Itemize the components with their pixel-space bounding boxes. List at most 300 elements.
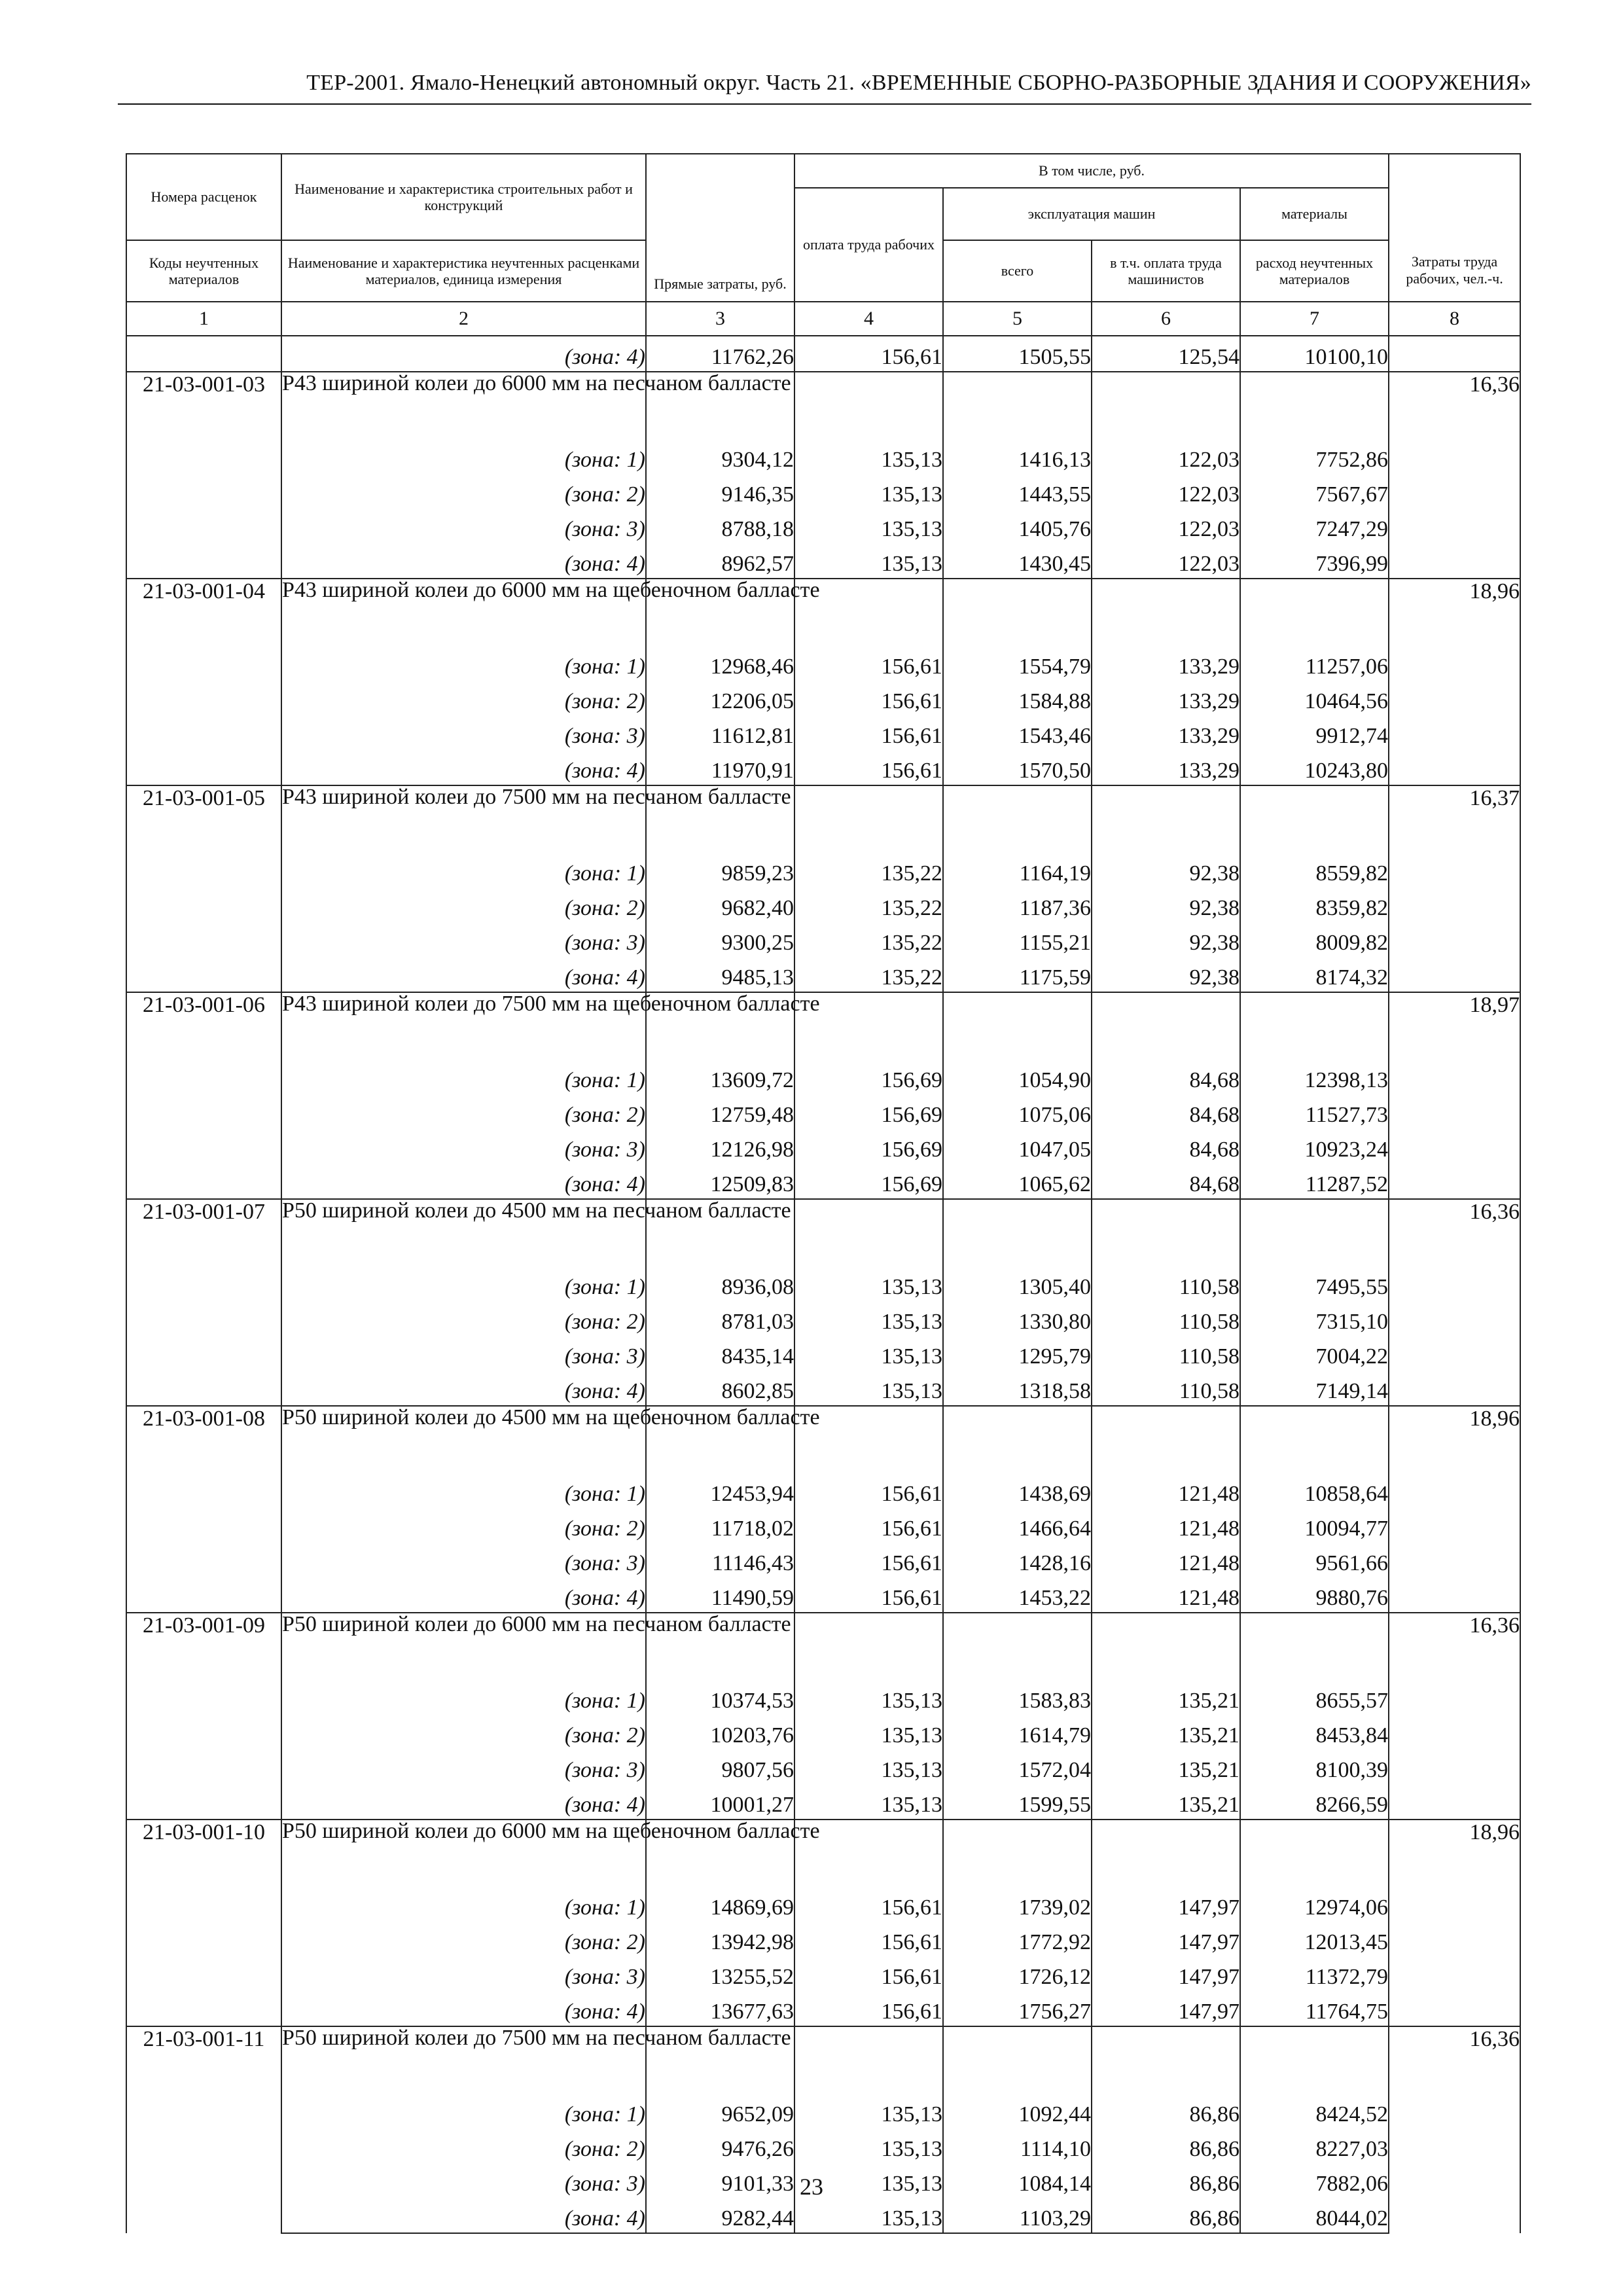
machines-total-value: 1505,55 (943, 336, 1092, 372)
rate-description: Р43 шириной колеи до 6000 мм на песчаном балласте (281, 372, 646, 439)
empty-cell (943, 2026, 1092, 2094)
empty-cell (1092, 579, 1240, 646)
materials-value: 8174,32 (1240, 957, 1389, 992)
rate-group (126, 1199, 1520, 1406)
table-row (126, 922, 1520, 957)
materials-value: 10858,64 (1240, 1473, 1389, 1508)
wages-value: 156,69 (794, 1129, 943, 1164)
empty-cell (794, 1613, 943, 1680)
table-row (126, 1508, 1520, 1543)
empty-cell (943, 372, 1092, 439)
materials-value: 8266,59 (1240, 1784, 1389, 1820)
table-row (126, 1129, 1520, 1164)
materials-value: 8009,82 (1240, 922, 1389, 957)
table-row (126, 474, 1520, 509)
rate-group (126, 579, 1520, 785)
empty-cell (1092, 785, 1240, 853)
labor-value: 16,36 (1389, 1613, 1520, 1820)
machines-total-value: 1583,83 (943, 1680, 1092, 1715)
direct-costs-value: 8435,14 (646, 1336, 794, 1371)
machines-total-value: 1756,27 (943, 1991, 1092, 2026)
direct-costs-value: 9652,09 (646, 2094, 794, 2128)
zone-label: (зона: 1) (281, 1680, 646, 1715)
machines-total-value: 1570,50 (943, 750, 1092, 785)
wages-value: 156,69 (794, 1060, 943, 1094)
zone-label: (зона: 3) (281, 509, 646, 543)
col-direct-costs: Прямые затраты, руб. (646, 154, 794, 302)
materials-value: 10100,10 (1240, 336, 1389, 372)
machines-wages-value: 86,86 (1092, 2198, 1240, 2233)
empty-cell (943, 992, 1092, 1060)
machines-total-value: 1584,88 (943, 681, 1092, 715)
rate-code: 21-03-001-09 (126, 1613, 281, 1820)
wages-value: 156,61 (794, 1991, 943, 2026)
wages-value: 135,22 (794, 853, 943, 888)
empty-cell (943, 785, 1092, 853)
wages-value: 156,61 (794, 1577, 943, 1613)
rate-code: 21-03-001-06 (126, 992, 281, 1199)
machines-wages-value: 122,03 (1092, 439, 1240, 474)
zone-label: (зона: 2) (281, 1715, 646, 1749)
materials-value: 8044,02 (1240, 2198, 1389, 2233)
table-row (126, 646, 1520, 681)
wages-value: 135,13 (794, 509, 943, 543)
col-materials-unaccounted: расход неучтенных материалов (1240, 240, 1389, 302)
materials-value: 8559,82 (1240, 853, 1389, 888)
labor-value: 18,96 (1389, 579, 1520, 785)
wages-value: 135,13 (794, 1680, 943, 1715)
table-row (126, 439, 1520, 474)
col-number: 4 (794, 302, 943, 336)
wages-value: 135,13 (794, 1715, 943, 1749)
col-machines-total: всего (943, 240, 1092, 302)
zone-label: (зона: 1) (281, 646, 646, 681)
table-row (126, 1784, 1520, 1820)
direct-costs-value: 13677,63 (646, 1991, 794, 2026)
machines-total-value: 1155,21 (943, 922, 1092, 957)
materials-value: 8227,03 (1240, 2128, 1389, 2163)
machines-wages-value: 86,86 (1092, 2094, 1240, 2128)
rate-description: Р43 шириной колеи до 7500 мм на щебеночном балласте (281, 992, 646, 1060)
zone-label: (зона: 2) (281, 1508, 646, 1543)
zone-label: (зона: 4) (281, 1784, 646, 1820)
machines-total-value: 1084,14 (943, 2163, 1092, 2198)
machines-total-value: 1175,59 (943, 957, 1092, 992)
wages-value: 135,22 (794, 922, 943, 957)
machines-wages-value: 86,86 (1092, 2163, 1240, 2198)
direct-costs-value: 12206,05 (646, 681, 794, 715)
materials-value: 12974,06 (1240, 1887, 1389, 1922)
machines-total-value: 1599,55 (943, 1784, 1092, 1820)
rate-description: Р50 шириной колеи до 4500 мм на песчаном балласте (281, 1199, 646, 1266)
materials-value: 8453,84 (1240, 1715, 1389, 1749)
wages-value: 135,13 (794, 2128, 943, 2163)
materials-value: 8359,82 (1240, 888, 1389, 922)
table-row (126, 1473, 1520, 1508)
materials-value: 12013,45 (1240, 1922, 1389, 1956)
machines-total-value: 1318,58 (943, 1371, 1092, 1406)
table-row (126, 992, 1520, 1060)
materials-value: 10923,24 (1240, 1129, 1389, 1164)
direct-costs-value: 11146,43 (646, 1543, 794, 1577)
table-row (126, 1094, 1520, 1129)
machines-wages-value: 147,97 (1092, 1956, 1240, 1991)
machines-wages-value: 133,29 (1092, 750, 1240, 785)
direct-costs-value: 9304,12 (646, 439, 794, 474)
wages-value: 135,13 (794, 543, 943, 579)
materials-value: 9912,74 (1240, 715, 1389, 750)
machines-wages-value: 92,38 (1092, 957, 1240, 992)
machines-total-value: 1092,44 (943, 2094, 1092, 2128)
zone-label: (зона: 3) (281, 1129, 646, 1164)
zone-label: (зона: 4) (281, 1371, 646, 1406)
direct-costs-value: 10001,27 (646, 1784, 794, 1820)
machines-wages-value: 110,58 (1092, 1371, 1240, 1406)
wages-value: 156,61 (794, 1922, 943, 1956)
col-rate-numbers: Номера расценок (126, 154, 281, 240)
zone-label: (зона: 1) (281, 1060, 646, 1094)
machines-wages-value: 147,97 (1092, 1887, 1240, 1922)
empty-cell (794, 2026, 943, 2094)
materials-value: 7247,29 (1240, 509, 1389, 543)
table-row (126, 1301, 1520, 1336)
table-row (126, 1164, 1520, 1199)
table-row (126, 2094, 1520, 2128)
machines-total-value: 1614,79 (943, 1715, 1092, 1749)
machines-wages-value: 122,03 (1092, 474, 1240, 509)
rate-code: 21-03-001-05 (126, 785, 281, 992)
table-row (126, 1060, 1520, 1094)
rate-group (126, 372, 1520, 579)
direct-costs-value: 13255,52 (646, 1956, 794, 1991)
page-header: ТЕР-2001. Ямало-Ненецкий автономный округ. Часть 21. «ВРЕМЕННЫЕ СБОРНО-РАЗБОРНЫЕ ЗДАНИЯ И СООРУЖЕНИЯ» (306, 71, 1531, 95)
rate-group (126, 1613, 1520, 1820)
labor-value: 16,36 (1389, 2026, 1520, 2233)
direct-costs-value: 9682,40 (646, 888, 794, 922)
machines-wages-value: 86,86 (1092, 2128, 1240, 2163)
table-row (126, 715, 1520, 750)
rate-code: 21-03-001-11 (126, 2026, 281, 2233)
wages-value: 135,22 (794, 888, 943, 922)
wages-value: 135,13 (794, 1784, 943, 1820)
zone-label: (зона: 4) (281, 1991, 646, 2026)
empty-cell (1240, 992, 1389, 1060)
empty-cell (1092, 1820, 1240, 1887)
machines-wages-value: 135,21 (1092, 1715, 1240, 1749)
col-number: 5 (943, 302, 1092, 336)
rate-code: 21-03-001-04 (126, 579, 281, 785)
rate-code: 21-03-001-10 (126, 1820, 281, 2026)
machines-wages-value: 133,29 (1092, 646, 1240, 681)
col-wages: оплата труда рабочих (794, 188, 943, 302)
machines-total-value: 1075,06 (943, 1094, 1092, 1129)
col-number: 8 (1389, 302, 1520, 336)
empty-cell (943, 579, 1092, 646)
labor-value: 18,97 (1389, 992, 1520, 1199)
machines-wages-value: 110,58 (1092, 1266, 1240, 1301)
direct-costs-value: 11490,59 (646, 1577, 794, 1613)
wages-value: 135,13 (794, 2198, 943, 2233)
materials-value: 7882,06 (1240, 2163, 1389, 2198)
zone-label: (зона: 4) (281, 1164, 646, 1199)
wages-value: 135,13 (794, 1266, 943, 1301)
machines-total-value: 1187,36 (943, 888, 1092, 922)
empty-cell (1092, 1613, 1240, 1680)
table-row (126, 1199, 1520, 1266)
machines-total-value: 1065,62 (943, 1164, 1092, 1199)
empty-cell (1240, 1199, 1389, 1266)
machines-total-value: 1305,40 (943, 1266, 1092, 1301)
table-row (126, 750, 1520, 785)
empty-cell (1092, 2026, 1240, 2094)
table-row (126, 888, 1520, 922)
machines-total-value: 1330,80 (943, 1301, 1092, 1336)
machines-total-value: 1114,10 (943, 2128, 1092, 2163)
materials-value: 8655,57 (1240, 1680, 1389, 1715)
rate-group (126, 1406, 1520, 1613)
direct-costs-value: 9859,23 (646, 853, 794, 888)
machines-total-value: 1428,16 (943, 1543, 1092, 1577)
rate-description: Р50 шириной колеи до 6000 мм на песчаном балласте (281, 1613, 646, 1680)
table-row (126, 2128, 1520, 2163)
machines-wages-value: 147,97 (1092, 1991, 1240, 2026)
table-row (126, 2026, 1520, 2094)
machines-wages-value: 121,48 (1092, 1543, 1240, 1577)
labor-value: 18,96 (1389, 1820, 1520, 2026)
empty-cell (1240, 579, 1389, 646)
rate-group (126, 1820, 1520, 2026)
empty-cell (1240, 1613, 1389, 1680)
materials-value: 11372,79 (1240, 1956, 1389, 1991)
machines-wages-value: 110,58 (1092, 1336, 1240, 1371)
table-row (126, 957, 1520, 992)
empty-cell (943, 1406, 1092, 1473)
machines-wages-value: 133,29 (1092, 681, 1240, 715)
zone-label: (зона: 4) (281, 336, 646, 372)
machines-wages-value: 135,21 (1092, 1680, 1240, 1715)
zone-label: (зона: 3) (281, 1749, 646, 1784)
table-row (126, 2198, 1520, 2233)
direct-costs-value: 11970,91 (646, 750, 794, 785)
rate-group (126, 785, 1520, 992)
machines-total-value: 1543,46 (943, 715, 1092, 750)
carry-over-group (126, 336, 1520, 372)
col-machines-wages: в т.ч. оплата труда машинистов (1092, 240, 1240, 302)
table-row (126, 681, 1520, 715)
wages-value: 156,61 (794, 1473, 943, 1508)
empty-cell (1240, 1820, 1389, 1887)
zone-label: (зона: 3) (281, 1336, 646, 1371)
machines-total-value: 1554,79 (943, 646, 1092, 681)
materials-value: 11764,75 (1240, 1991, 1389, 2026)
machines-wages-value: 135,21 (1092, 1749, 1240, 1784)
zone-label: (зона: 4) (281, 2198, 646, 2233)
wages-value: 156,61 (794, 336, 943, 372)
machines-total-value: 1739,02 (943, 1887, 1092, 1922)
empty-cell (1092, 992, 1240, 1060)
machines-total-value: 1772,92 (943, 1922, 1092, 1956)
empty-cell (794, 372, 943, 439)
empty-cell (1240, 785, 1389, 853)
table-row (126, 1613, 1520, 1680)
col-number: 7 (1240, 302, 1389, 336)
machines-total-value: 1438,69 (943, 1473, 1092, 1508)
materials-value: 7495,55 (1240, 1266, 1389, 1301)
machines-wages-value: 133,29 (1092, 715, 1240, 750)
labor-value: 16,36 (1389, 1199, 1520, 1406)
code-cell (126, 336, 281, 372)
machines-wages-value: 125,54 (1092, 336, 1240, 372)
empty-cell (794, 1199, 943, 1266)
rate-group (126, 992, 1520, 1199)
machines-wages-value: 121,48 (1092, 1577, 1240, 1613)
direct-costs-value: 9146,35 (646, 474, 794, 509)
machines-wages-value: 135,21 (1092, 1784, 1240, 1820)
rate-code: 21-03-001-08 (126, 1406, 281, 1613)
zone-label: (зона: 3) (281, 1543, 646, 1577)
zone-label: (зона: 3) (281, 922, 646, 957)
table-row (126, 1680, 1520, 1715)
direct-costs-value: 10203,76 (646, 1715, 794, 1749)
materials-value: 10243,80 (1240, 750, 1389, 785)
direct-costs-value: 8781,03 (646, 1301, 794, 1336)
page-number: 23 (800, 2174, 823, 2200)
zone-label: (зона: 1) (281, 1473, 646, 1508)
direct-costs-value: 11612,81 (646, 715, 794, 750)
zone-label: (зона: 3) (281, 715, 646, 750)
rate-description: Р50 шириной колеи до 4500 мм на щебеночном балласте (281, 1406, 646, 1473)
zone-label: (зона: 3) (281, 2163, 646, 2198)
direct-costs-value: 12126,98 (646, 1129, 794, 1164)
direct-costs-value: 12968,46 (646, 646, 794, 681)
machines-total-value: 1054,90 (943, 1060, 1092, 1094)
rate-description: Р43 шириной колеи до 6000 мм на щебеночном балласте (281, 579, 646, 646)
direct-costs-value: 13609,72 (646, 1060, 794, 1094)
direct-costs-value: 14869,69 (646, 1887, 794, 1922)
labor-value: 16,36 (1389, 372, 1520, 579)
direct-costs-value: 8602,85 (646, 1371, 794, 1406)
materials-value: 7752,86 (1240, 439, 1389, 474)
labor-value: 16,37 (1389, 785, 1520, 992)
direct-costs-value: 10374,53 (646, 1680, 794, 1715)
header-rule (118, 103, 1531, 105)
table-row (126, 1715, 1520, 1749)
zone-label: (зона: 1) (281, 2094, 646, 2128)
zone-label: (зона: 2) (281, 1922, 646, 1956)
materials-value: 9880,76 (1240, 1577, 1389, 1613)
table-row (126, 509, 1520, 543)
col-number: 3 (646, 302, 794, 336)
machines-wages-value: 84,68 (1092, 1060, 1240, 1094)
col-materials: материалы (1240, 188, 1389, 240)
machines-wages-value: 110,58 (1092, 1301, 1240, 1336)
wages-value: 156,69 (794, 1094, 943, 1129)
table-row (126, 1922, 1520, 1956)
wages-value: 156,61 (794, 1956, 943, 1991)
materials-value: 11257,06 (1240, 646, 1389, 681)
empty-cell (1092, 1406, 1240, 1473)
materials-value: 12398,13 (1240, 1060, 1389, 1094)
direct-costs-value: 9807,56 (646, 1749, 794, 1784)
zone-label: (зона: 1) (281, 853, 646, 888)
materials-value: 9561,66 (1240, 1543, 1389, 1577)
materials-value: 10094,77 (1240, 1508, 1389, 1543)
rate-description: Р50 шириной колеи до 7500 мм на песчаном балласте (281, 2026, 646, 2094)
direct-costs-value: 12759,48 (646, 1094, 794, 1129)
table-row (126, 336, 1520, 372)
materials-value: 11527,73 (1240, 1094, 1389, 1129)
direct-costs-value: 8962,57 (646, 543, 794, 579)
col-number: 2 (281, 302, 646, 336)
table-row (126, 1266, 1520, 1301)
materials-value: 8424,52 (1240, 2094, 1389, 2128)
wages-value: 135,13 (794, 1749, 943, 1784)
empty-cell (943, 1613, 1092, 1680)
wages-value: 156,61 (794, 1508, 943, 1543)
table-header (126, 154, 1520, 336)
machines-wages-value: 122,03 (1092, 509, 1240, 543)
materials-value: 7396,99 (1240, 543, 1389, 579)
machines-total-value: 1572,04 (943, 1749, 1092, 1784)
table-row (126, 372, 1520, 439)
machines-wages-value: 84,68 (1092, 1094, 1240, 1129)
machines-wages-value: 92,38 (1092, 922, 1240, 957)
table-row (126, 1991, 1520, 2026)
rate-code: 21-03-001-07 (126, 1199, 281, 1406)
machines-total-value: 1416,13 (943, 439, 1092, 474)
table-row (126, 1887, 1520, 1922)
table-row (126, 1956, 1520, 1991)
table-row (126, 1820, 1520, 1887)
machines-total-value: 1466,64 (943, 1508, 1092, 1543)
machines-wages-value: 84,68 (1092, 1129, 1240, 1164)
column-numbers-row (126, 302, 1520, 336)
materials-value: 10464,56 (1240, 681, 1389, 715)
zone-label: (зона: 4) (281, 957, 646, 992)
wages-value: 135,13 (794, 2094, 943, 2128)
table-row (126, 1577, 1520, 1613)
machines-total-value: 1164,19 (943, 853, 1092, 888)
machines-total-value: 1443,55 (943, 474, 1092, 509)
wages-value: 135,13 (794, 439, 943, 474)
rate-code: 21-03-001-03 (126, 372, 281, 579)
materials-value: 7315,10 (1240, 1301, 1389, 1336)
direct-costs-value: 11718,02 (646, 1508, 794, 1543)
machines-total-value: 1405,76 (943, 509, 1092, 543)
table-row (126, 1543, 1520, 1577)
machines-wages-value: 121,48 (1092, 1473, 1240, 1508)
empty-cell (1240, 372, 1389, 439)
empty-cell (1092, 372, 1240, 439)
table-row (126, 785, 1520, 853)
labor-value: 18,96 (1389, 1406, 1520, 1613)
wages-value: 156,61 (794, 1887, 943, 1922)
wages-value: 156,61 (794, 715, 943, 750)
zone-label: (зона: 2) (281, 888, 646, 922)
wages-value: 135,13 (794, 2163, 943, 2198)
zone-label: (зона: 2) (281, 2128, 646, 2163)
wages-value: 156,61 (794, 1543, 943, 1577)
zone-label: (зона: 1) (281, 439, 646, 474)
col-codes: Коды неучтенных материалов (126, 240, 281, 302)
labor-cell (1389, 336, 1520, 372)
wages-value: 135,13 (794, 1336, 943, 1371)
direct-costs-value: 8936,08 (646, 1266, 794, 1301)
table-row (126, 853, 1520, 888)
machines-wages-value: 84,68 (1092, 1164, 1240, 1199)
wages-value: 156,69 (794, 1164, 943, 1199)
machines-total-value: 1295,79 (943, 1336, 1092, 1371)
